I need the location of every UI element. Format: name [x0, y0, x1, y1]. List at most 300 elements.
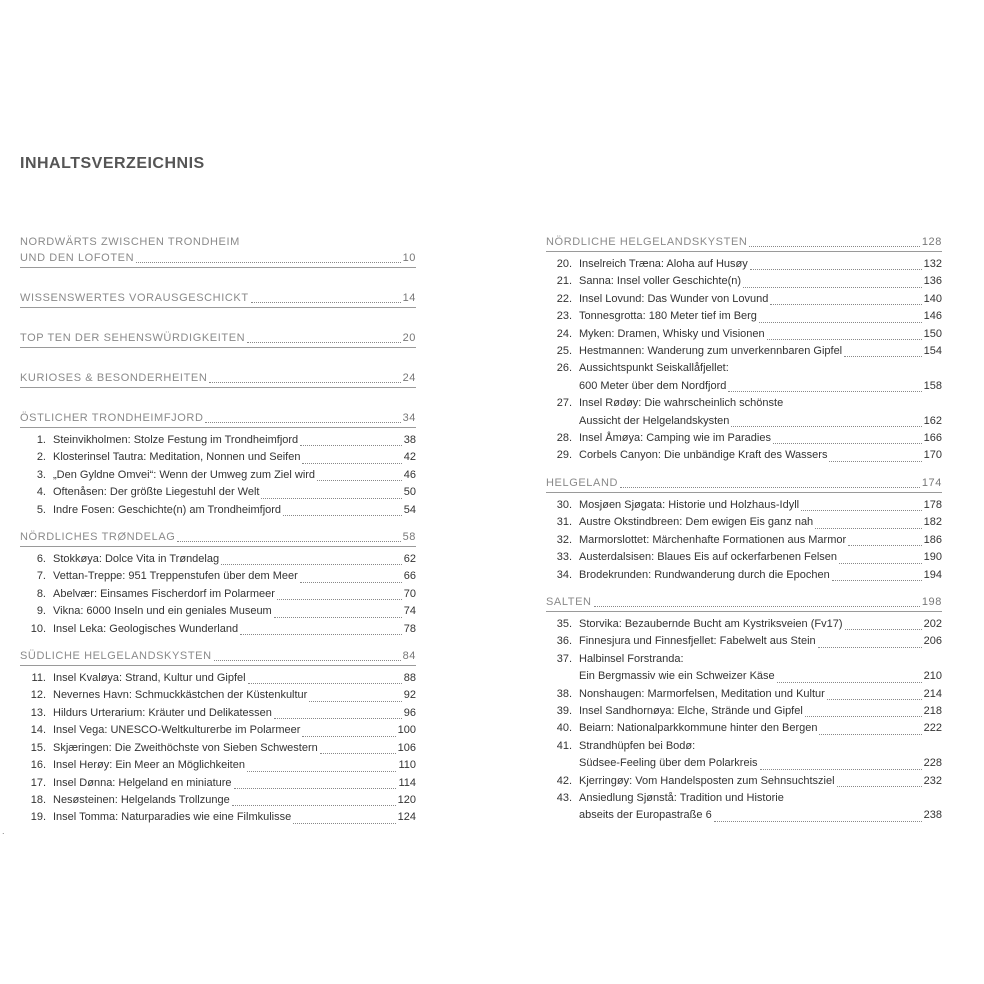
entry-line: [579, 755, 942, 772]
toc-entry[interactable]: [546, 308, 942, 325]
toc-entry[interactable]: [546, 360, 942, 395]
entry-body: [53, 467, 416, 484]
dot-leader: [320, 753, 396, 754]
section-title: TOP TEN DER SEHENSWÜRDIGKEITEN: [20, 332, 246, 344]
section-header[interactable]: [546, 234, 942, 252]
toc-entry[interactable]: [20, 467, 416, 484]
toc-entry[interactable]: [546, 790, 942, 825]
entry-body: [53, 502, 416, 519]
entry-line: [579, 703, 942, 720]
toc-entry[interactable]: [20, 740, 416, 757]
entry-body: [53, 670, 416, 687]
entry-line: [53, 809, 416, 826]
entry-line: [53, 568, 416, 585]
dot-leader: [839, 563, 922, 564]
dot-leader: [136, 262, 400, 263]
dot-leader: [845, 629, 922, 630]
section-title-row: [546, 594, 942, 610]
toc-entry[interactable]: [20, 586, 416, 603]
entry-line: [579, 567, 942, 584]
entry-body: [579, 633, 942, 650]
toc-entry[interactable]: [546, 633, 942, 650]
dot-leader: [309, 701, 401, 702]
dot-leader: [283, 515, 402, 516]
entry-title: Steinvikholmen: Stolze Festung im Trondheimfjord: [53, 434, 299, 446]
section-header[interactable]: [20, 290, 416, 308]
entry-line: [579, 497, 942, 514]
toc-entry[interactable]: [546, 686, 942, 703]
entry-page-number: 222: [923, 722, 942, 735]
entry-title: Strandhüpfen bei Bodø:: [579, 739, 696, 752]
entry-line: [579, 514, 942, 531]
entry-number: 17.: [30, 776, 46, 789]
entry-title: Klosterinsel Tautra: Meditation, Nonnen und Seifen: [53, 451, 301, 464]
entry-line: [579, 720, 942, 737]
dot-leader: [240, 634, 402, 635]
entry-number: 41.: [556, 739, 572, 752]
entry-title: Aussicht der Helgelandskysten: [579, 414, 730, 427]
entry-line: [579, 447, 942, 464]
entry-number: 27.: [556, 397, 572, 410]
section-header[interactable]: [546, 475, 942, 493]
entry-body: [53, 449, 416, 466]
entry-number: 7.: [36, 570, 46, 583]
entry-page-number: 232: [923, 774, 942, 787]
entry-title: Austerdalsisen: Blaues Eis auf ockerfarbenen Felsen: [579, 551, 838, 564]
entry-body: [579, 360, 942, 395]
toc-entry[interactable]: [20, 449, 416, 466]
entry-title: Vettan-Treppe: 951 Treppenstufen über dem Meer: [53, 570, 298, 583]
entry-body: [53, 740, 416, 757]
toc-entry[interactable]: [546, 549, 942, 566]
dot-leader: [844, 356, 922, 357]
toc-entry[interactable]: [20, 670, 416, 687]
entry-number: 1.: [36, 434, 46, 446]
entry-number: 20.: [556, 258, 572, 270]
entry-page-number: 42: [403, 451, 416, 464]
dot-leader: [234, 788, 397, 789]
entry-body: [579, 532, 942, 549]
entry-number: 28.: [556, 432, 572, 445]
spacer: [20, 638, 416, 648]
dot-leader: [247, 771, 396, 772]
toc-entry[interactable]: [20, 722, 416, 739]
entry-title: Ansiedlung Sjønstå: Tradition und Historie: [579, 791, 784, 804]
toc-entry[interactable]: [20, 484, 416, 501]
entry-line: [579, 616, 942, 633]
entry-page-number: 182: [923, 516, 942, 529]
entry-number: 33.: [556, 551, 572, 564]
spacer: [20, 312, 416, 330]
entry-number: 8.: [36, 587, 46, 600]
entry-page-number: 150: [923, 327, 942, 340]
entry-page-number: 38: [403, 434, 416, 446]
page-edge-mark-left: .: [2, 826, 5, 836]
entry-line: [53, 449, 416, 466]
entry-number: 14.: [30, 724, 46, 737]
toc-entry[interactable]: [546, 738, 942, 773]
section-divider: [546, 251, 942, 252]
section-divider: [20, 267, 416, 268]
spacer: [20, 519, 416, 529]
section-page-number: 58: [402, 531, 416, 544]
entry-line: [579, 360, 942, 377]
entry-body: [53, 603, 416, 620]
entry-body: [53, 705, 416, 722]
toc-entry[interactable]: [546, 273, 942, 290]
toc-entry[interactable]: [20, 568, 416, 585]
spacer: [20, 272, 416, 290]
entry-page-number: 158: [923, 379, 942, 392]
entry-number: 21.: [556, 275, 572, 288]
dot-leader: [827, 699, 922, 700]
entry-body: [579, 567, 942, 584]
entry-title: Mosjøen Sjøgata: Historie und Holzhaus-Idyll: [579, 498, 800, 511]
section-title-row: [546, 234, 942, 250]
entry-line: [53, 551, 416, 568]
entry-line: [579, 686, 942, 703]
toc-entry[interactable]: [546, 497, 942, 514]
entry-page-number: 100: [397, 724, 416, 737]
entry-body: [53, 621, 416, 638]
entry-body: [579, 308, 942, 325]
entry-number: 9.: [36, 605, 46, 618]
entry-body: [579, 549, 942, 566]
entry-number: 3.: [36, 468, 46, 481]
entry-page-number: 136: [923, 275, 942, 288]
section-title-row: [20, 250, 416, 266]
section-divider: [20, 665, 416, 666]
entry-body: [579, 326, 942, 343]
entry-title: „Den Gyldne Omvei“: Wenn der Umweg zum Ziel wird: [53, 468, 316, 481]
toc-entry[interactable]: [20, 502, 416, 519]
entry-number: 4.: [36, 486, 46, 499]
entry-number: 23.: [556, 310, 572, 323]
dot-leader: [848, 545, 921, 546]
dot-leader: [248, 683, 402, 684]
entry-title: Insel Rødøy: Die wahrscheinlich schönste: [579, 397, 784, 410]
dot-leader: [743, 287, 922, 288]
entry-body: [579, 395, 942, 430]
entry-number: 38.: [556, 687, 572, 700]
entry-line: [579, 738, 942, 755]
dot-leader: [777, 682, 922, 683]
entry-page-number: 114: [398, 776, 416, 789]
entry-body: [579, 703, 942, 720]
section-header[interactable]: [20, 370, 416, 388]
section-header[interactable]: [20, 648, 416, 666]
entry-body: [579, 790, 942, 825]
dot-leader: [829, 461, 921, 462]
entry-number: 36.: [556, 635, 572, 648]
entry-line: [53, 621, 416, 638]
entry-body: [53, 432, 416, 449]
dot-leader: [750, 269, 922, 270]
entry-page-number: 194: [923, 568, 942, 581]
entry-body: [53, 568, 416, 585]
entry-number: 18.: [30, 793, 46, 806]
entry-line: [53, 586, 416, 603]
section-divider: [20, 347, 416, 348]
section-title-row: [20, 529, 416, 545]
toc-entry[interactable]: [546, 567, 942, 584]
entry-page-number: 74: [403, 605, 416, 618]
dot-leader: [760, 769, 922, 770]
section-title-row: [20, 370, 416, 386]
dot-leader: [302, 463, 401, 464]
toc-entry[interactable]: [20, 621, 416, 638]
entry-page-number: 96: [403, 706, 416, 719]
dot-leader: [805, 716, 922, 717]
spacer: [546, 584, 942, 594]
dot-leader: [818, 647, 922, 648]
dot-leader: [221, 564, 402, 565]
toc-entry[interactable]: [20, 809, 416, 826]
dot-leader: [261, 498, 401, 499]
dot-leader: [251, 302, 401, 303]
entry-title: Finnesjura und Finnesfjellet: Fabelwelt aus Stein: [579, 635, 816, 648]
entry-number: 16.: [30, 759, 46, 772]
toc-left-column: [20, 234, 416, 827]
entry-line: [53, 757, 416, 774]
entry-body: [53, 792, 416, 809]
entry-number: 30.: [556, 498, 572, 511]
entry-title: Marmorslottet: Märchenhafte Formationen aus Marmor: [579, 533, 847, 546]
toc-right-column: [546, 234, 942, 825]
section-divider: [20, 427, 416, 428]
toc-entry[interactable]: [546, 773, 942, 790]
section-title-row: [20, 410, 416, 426]
entry-page-number: 154: [923, 345, 942, 358]
dot-leader: [209, 382, 400, 383]
entry-line: [579, 378, 942, 395]
toc-entry[interactable]: [546, 256, 942, 273]
toc-entry[interactable]: [20, 432, 416, 449]
entry-page-number: 88: [403, 672, 416, 685]
entry-line: [579, 395, 942, 412]
toc-entry[interactable]: [20, 603, 416, 620]
section-divider: [20, 387, 416, 388]
entry-title: Ein Bergmassiv wie ein Schweizer Käse: [579, 670, 775, 683]
section-header[interactable]: [20, 529, 416, 547]
entry-body: [579, 291, 942, 308]
entry-line: [579, 413, 942, 430]
entry-page-number: 70: [403, 587, 416, 600]
toc-entry[interactable]: [20, 551, 416, 568]
entry-page-number: 166: [923, 432, 942, 445]
entry-title: Corbels Canyon: Die unbändige Kraft des Wassers: [579, 449, 828, 462]
entry-line: [579, 773, 942, 790]
dot-leader: [728, 391, 921, 392]
page-title: INHALTSVERZEICHNIS: [20, 155, 205, 172]
entry-page-number: 50: [403, 486, 416, 499]
section-page-number: 198: [921, 595, 942, 608]
toc-entry[interactable]: [546, 651, 942, 686]
dot-leader: [832, 580, 922, 581]
toc-entry[interactable]: [20, 687, 416, 704]
entry-title: Myken: Dramen, Whisky und Visionen: [579, 327, 765, 340]
entry-number: 2.: [36, 451, 46, 464]
section-divider: [546, 611, 942, 612]
dot-leader: [274, 617, 402, 618]
entry-line: [579, 633, 942, 650]
entry-number: 35.: [556, 617, 572, 630]
dot-leader: [274, 718, 402, 719]
toc-entry[interactable]: [546, 291, 942, 308]
entry-title: abseits der Europastraße 6: [579, 809, 712, 822]
toc-entry[interactable]: [546, 514, 942, 531]
entry-number: 34.: [556, 568, 572, 581]
entry-title: Hildurs Urterarium: Kräuter und Delikatessen: [53, 706, 272, 719]
entry-title: Austre Okstindbreen: Dem ewigen Eis ganz nah: [579, 516, 814, 529]
section-header[interactable]: [20, 234, 416, 268]
entry-body: [579, 273, 942, 290]
entry-number: 31.: [556, 516, 572, 529]
section-title: HELGELAND: [546, 476, 619, 489]
section-title: WISSENSWERTES VORAUSGESCHICKT: [20, 292, 249, 304]
entry-line: [53, 670, 416, 687]
toc-entry[interactable]: [546, 616, 942, 633]
entry-page-number: 92: [403, 689, 416, 702]
section-page-number: 128: [921, 236, 942, 248]
entry-body: [579, 514, 942, 531]
section-title: SÜDLICHE HELGELANDSKYSTEN: [20, 650, 212, 663]
entry-title: Insel Herøy: Ein Meer an Möglichkeiten: [53, 759, 245, 772]
entry-title: Beiarn: Nationalparkkommune hinter den Bergen: [579, 722, 818, 735]
entry-body: [579, 720, 942, 737]
entry-title: Skjæringen: Die Zweithöchste von Sieben Schwestern: [53, 741, 318, 754]
entry-page-number: 120: [397, 793, 416, 806]
entry-line: [579, 343, 942, 360]
entry-page-number: 202: [923, 617, 942, 630]
dot-leader: [801, 510, 922, 511]
entry-title: Insel Åmøya: Camping wie im Paradies: [579, 432, 771, 445]
toc-entry[interactable]: [546, 395, 942, 430]
toc-entry[interactable]: [20, 775, 416, 792]
entry-number: 5.: [36, 503, 46, 516]
toc-entry[interactable]: [546, 703, 942, 720]
toc-entry[interactable]: [546, 447, 942, 464]
toc-entry[interactable]: [546, 430, 942, 447]
entry-body: [579, 773, 942, 790]
entry-body: [53, 757, 416, 774]
dot-leader: [300, 445, 402, 446]
entry-line: [579, 549, 942, 566]
entry-number: 6.: [36, 553, 46, 566]
toc-entry[interactable]: [546, 720, 942, 737]
section-title: UND DEN LOFOTEN: [20, 252, 135, 264]
entry-body: [579, 738, 942, 773]
entry-body: [53, 484, 416, 501]
entry-line: [53, 722, 416, 739]
spacer: [20, 352, 416, 370]
entry-line: [53, 792, 416, 809]
toc-entry[interactable]: [20, 757, 416, 774]
entry-number: 42.: [556, 774, 572, 787]
section-page-number: 84: [402, 650, 416, 663]
dot-leader: [731, 426, 921, 427]
dot-leader: [773, 443, 922, 444]
entry-line: [579, 807, 942, 824]
entry-number: 39.: [556, 704, 572, 717]
entry-number: 15.: [30, 741, 46, 754]
section-header[interactable]: [20, 330, 416, 348]
entry-number: 22.: [556, 292, 572, 305]
dot-leader: [302, 736, 395, 737]
entry-page-number: 206: [923, 635, 942, 648]
entry-body: [579, 256, 942, 273]
dot-leader: [293, 823, 395, 824]
entry-title: Tonnesgrotta: 180 Meter tief im Berg: [579, 310, 757, 323]
entry-title: Aussichtspunkt Seiskallåfjellet:: [579, 362, 729, 375]
entry-body: [53, 586, 416, 603]
entry-page-number: 54: [403, 503, 416, 516]
dot-leader: [177, 541, 400, 542]
entry-title: Nevernes Havn: Schmuckkästchen der Küstenkultur: [53, 689, 308, 702]
dot-leader: [247, 342, 400, 343]
entry-line: [579, 273, 942, 290]
section-divider: [20, 307, 416, 308]
entry-page-number: 132: [923, 258, 942, 270]
entry-title: Insel Dønna: Helgeland en miniature: [53, 776, 232, 789]
section-title: NÖRDLICHES TRØNDELAG: [20, 531, 176, 544]
dot-leader: [594, 606, 920, 607]
entry-page-number: 110: [398, 759, 416, 772]
entry-line: [53, 484, 416, 501]
entry-number: 19.: [30, 811, 46, 824]
entry-line: [53, 775, 416, 792]
section-title-row: [546, 475, 942, 491]
toc-entry[interactable]: [546, 532, 942, 549]
entry-title: Insel Kvaløya: Strand, Kultur und Gipfel: [53, 672, 246, 685]
entry-page-number: 186: [923, 533, 942, 546]
entry-title: Insel Vega: UNESCO-Weltkulturerbe im Polarmeer: [53, 724, 301, 737]
section-page-number: 10: [402, 252, 416, 264]
entry-body: [579, 651, 942, 686]
section-title-row: [20, 330, 416, 346]
entry-body: [579, 616, 942, 633]
section-page-number: 174: [921, 476, 942, 489]
entry-number: 24.: [556, 327, 572, 340]
entry-line: [579, 326, 942, 343]
toc-entry[interactable]: [546, 326, 942, 343]
toc-entry[interactable]: [20, 705, 416, 722]
entry-body: [579, 430, 942, 447]
dot-leader: [620, 487, 920, 488]
section-header[interactable]: [20, 410, 416, 428]
entry-line: [579, 256, 942, 273]
entry-line: [579, 668, 942, 685]
section-header[interactable]: [546, 594, 942, 612]
entry-title: Nonshaugen: Marmorfelsen, Meditation und Kultur: [579, 687, 825, 700]
entry-page-number: 78: [403, 622, 416, 635]
section-title: NÖRDLICHE HELGELANDSKYSTEN: [546, 236, 748, 248]
toc-entry[interactable]: [546, 343, 942, 360]
entry-body: [53, 687, 416, 704]
section-title-row: [20, 234, 416, 250]
entry-body: [53, 775, 416, 792]
entry-number: 10.: [30, 622, 46, 635]
entry-title: Vikna: 6000 Inseln und ein geniales Museum: [53, 605, 272, 618]
entry-title: 600 Meter über dem Nordfjord: [579, 379, 727, 392]
entry-title: Halbinsel Forstranda:: [579, 652, 684, 665]
dot-leader: [205, 422, 400, 423]
toc-entry[interactable]: [20, 792, 416, 809]
entry-number: 11.: [31, 672, 46, 685]
entry-number: 40.: [556, 722, 572, 735]
section-divider: [546, 492, 942, 493]
entry-title: Storvika: Bezaubernde Bucht am Kystriksveien (Fv17): [579, 617, 843, 630]
